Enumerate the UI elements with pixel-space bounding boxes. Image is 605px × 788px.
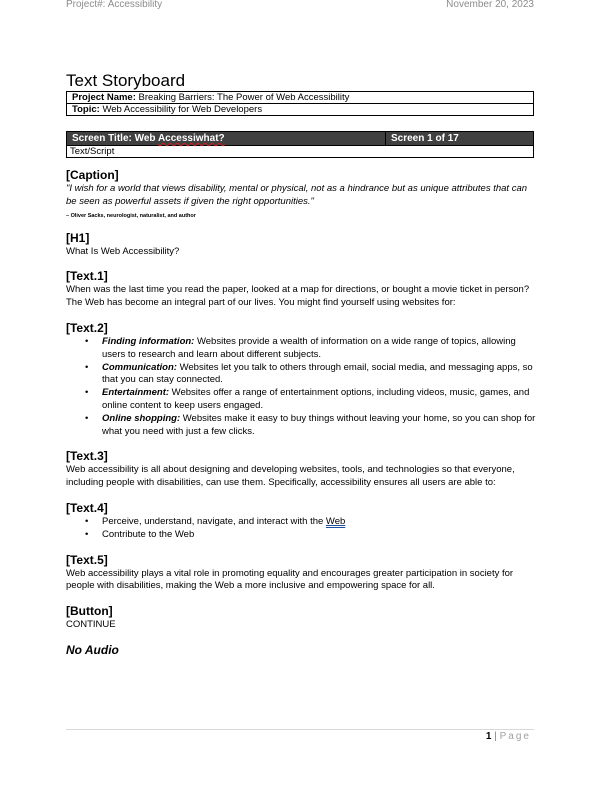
list-item bbox=[85, 335, 536, 362]
text4-list bbox=[66, 516, 536, 542]
list-item-term: Finding information: bbox=[102, 335, 195, 347]
text5-body: Web accessibility plays a vital role in promoting equality and encourages greater participation in society for people with disabilities, making the Web a more inclusive and empowering space for all. bbox=[66, 567, 514, 592]
list-item-term: Online shopping: bbox=[102, 412, 181, 424]
list-item-desc: Websites let you talk to others through email, social media, and messaging apps, so that you can stay connected. bbox=[102, 361, 533, 386]
page-footer bbox=[486, 731, 531, 742]
list-item-term: Entertainment: bbox=[102, 387, 170, 399]
text2-label: [Text.2] bbox=[66, 320, 108, 335]
list-item-text: Contribute to the Web bbox=[102, 528, 195, 540]
list-item bbox=[85, 412, 536, 439]
document-title: Text Storyboard bbox=[66, 71, 186, 90]
header-project: Project#: Accessibility bbox=[66, 0, 163, 10]
topic-row bbox=[67, 103, 533, 115]
screen-count: Screen 1 of 17 bbox=[391, 133, 459, 144]
text3-label: [Text.3] bbox=[66, 449, 108, 464]
bullet-icon: • bbox=[85, 335, 89, 347]
screen-title bbox=[67, 132, 386, 145]
project-name-value: Breaking Barriers: The Power of Web Accessibility bbox=[138, 92, 350, 103]
text4-label: [Text.4] bbox=[66, 500, 108, 515]
screen-table bbox=[66, 131, 534, 158]
page-separator: | bbox=[491, 731, 500, 742]
header-date: November 20, 2023 bbox=[446, 0, 534, 10]
text2-list bbox=[66, 336, 536, 438]
list-item-text: Perceive, understand, navigate, and interact with the bbox=[102, 515, 326, 527]
text1-body: When was the last time you read the paper, looked at a map for directions, or bought a movie ticket in person? The Web has become an integral part of our lives. You might find yourself using websites for: bbox=[66, 284, 530, 309]
footer-divider bbox=[66, 729, 534, 730]
continue-button-text: CONTINUE bbox=[66, 619, 116, 631]
text5-label: [Text.5] bbox=[66, 552, 108, 567]
project-table bbox=[66, 91, 534, 116]
caption-attribution: – Oliver Sacks, neurologist, naturalist, and author bbox=[66, 212, 196, 219]
bullet-icon: • bbox=[85, 528, 89, 540]
web-link[interactable]: Web bbox=[325, 515, 346, 527]
page-word: Page bbox=[499, 731, 531, 742]
caption-quote: "I wish for a world that views disability, mental or physical, not as a hindrance but as unique attributes that can be seen as powerful assets if given the right opportunities." bbox=[66, 183, 528, 207]
bullet-icon: • bbox=[85, 412, 89, 424]
screen-title-prefix: Screen Title: Web bbox=[72, 133, 158, 144]
list-item bbox=[85, 361, 536, 388]
list-item-desc: Websites provide a wealth of information on a wide range of topics, allowing users to research and learn about different subjects. bbox=[102, 335, 516, 360]
topic-label: Topic: bbox=[72, 104, 100, 115]
project-name-label: Project Name: bbox=[72, 92, 136, 103]
audio-note: No Audio bbox=[66, 642, 119, 657]
text1-label: [Text.1] bbox=[66, 269, 108, 284]
list-item-desc: Websites make it easy to buy things without leaving your home, so you can shop for what you need with just a few clicks. bbox=[102, 412, 536, 437]
page-number: 1 bbox=[485, 731, 492, 742]
text-script-label: Text/Script bbox=[67, 145, 533, 157]
project-name-row bbox=[67, 92, 533, 103]
caption-label: [Caption] bbox=[66, 168, 119, 182]
list-item bbox=[85, 387, 536, 413]
bullet-icon: • bbox=[85, 387, 89, 399]
button-label: [Button] bbox=[66, 604, 113, 619]
list-item bbox=[85, 515, 536, 529]
h1-text: What Is Web Accessibility? bbox=[66, 245, 180, 257]
h1-label: [H1] bbox=[66, 230, 90, 245]
bullet-icon: • bbox=[85, 515, 89, 527]
screen-header-row bbox=[67, 132, 533, 145]
list-item-desc: Websites offer a range of entertainment options, including videos, music, games, and online content to keep users engaged. bbox=[102, 387, 530, 411]
text3-body: Web accessibility is all about designing and developing websites, tools, and technologies so that everyone, including people with disabilities, can use them. Specifically, accessibility ensures all users are able to: bbox=[66, 464, 515, 489]
screen-title-flagged-word: Accessiwhat? bbox=[157, 133, 225, 144]
list-item bbox=[85, 528, 536, 542]
bullet-icon: • bbox=[85, 361, 89, 373]
list-item-term: Communication: bbox=[102, 361, 177, 373]
topic-value: Web Accessibility for Web Developers bbox=[102, 104, 263, 115]
storyboard-content bbox=[66, 168, 536, 657]
